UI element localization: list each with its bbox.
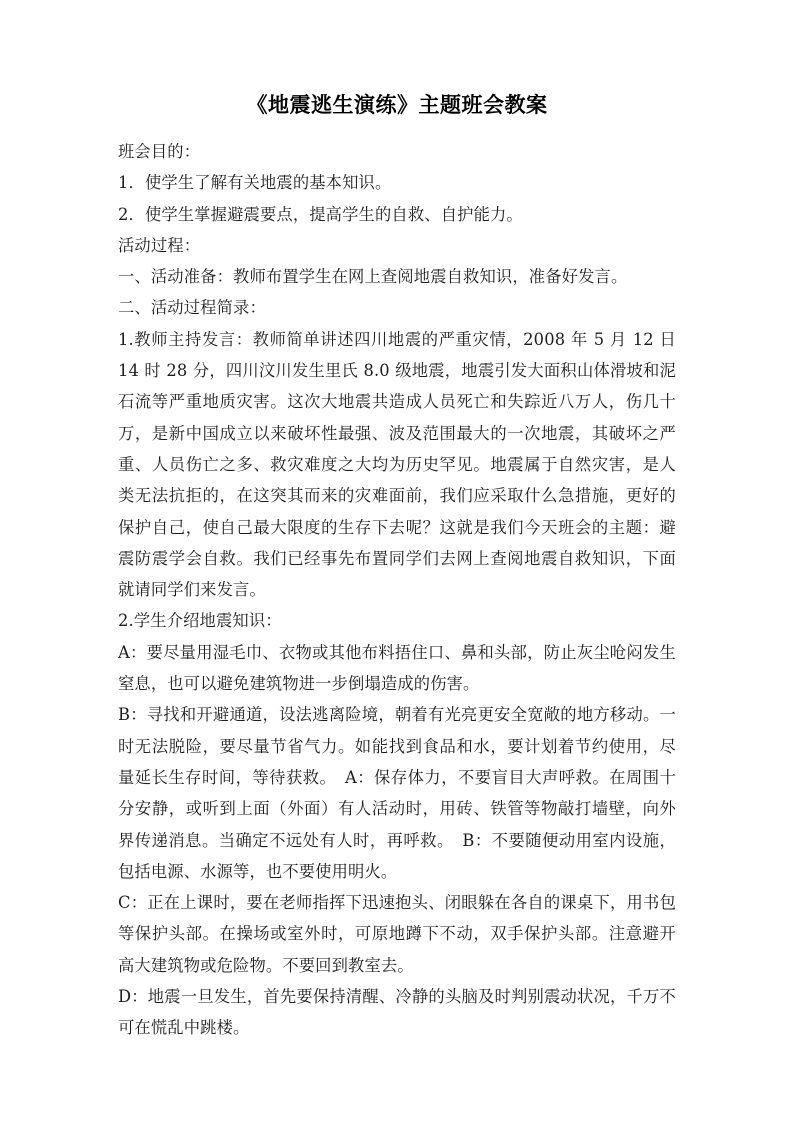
paragraph-teacher-speech: 1.教师主持发言：教师简单讲述四川地震的严重灾情，2008 年 5 月 12 日 14 时 28 分，四川汶川发生里氏 8.0 级地震，地震引发大面积山体滑坡和泥石流等严重地质灾害。这次大地震共造成人员死亡和失踪近八万人，伤几十万，是新中国成立以来破坏性最强、波及范围最大的一次地震，其破坏之严重、人员伤亡之多、救灾难度之大均为历史罕见。地震属于自然灾害，是人类无法抗拒的，在这突其而来的灾难面前，我们应采取什么急措施，更好的保护自己，使自己最大限度的生存下去呢？这就是我们今天班会的主题：避震防震学会自救。我们已经事先布置同学们去网上查阅地震自救知识，下面就请同学们来发言。 bbox=[118, 329, 676, 600]
document-title: 《地震逃生演练》主题班会教案 bbox=[246, 92, 548, 117]
paragraph-item-c: C：正在上课时，要在老师指挥下迅速抱头、闭眼躲在各自的课桌下，用书包等保护头部。在操场或室外时，可原地蹲下不动，双手保护头部。注意避开高大建筑物或危险物。不要回到教室去。 bbox=[118, 893, 676, 975]
paragraph-purpose-heading: 班会目的： bbox=[118, 142, 201, 161]
document-body bbox=[118, 88, 676, 1044]
paragraph-item-b: B：寻找和开避通道，设法逃离险境，朝着有光亮更安全宽敞的地方移动。一时无法脱险，要尽量节省气力。如能找到食品和水，要计划着节约使用，尽量延长生存时间，等待获救。 A：保存体力，不要盲目大声呼救。在周围十分安静，或听到上面（外面）有人活动时，用砖、铁管等物敲打墙壁，向外界传递消息。当确定不远处有人时，再呼救。 B：不要随便动用室内设施，包括电源、水源等，也不要使用明火。 bbox=[118, 705, 676, 881]
paragraph-item-a: A：要尽量用湿毛巾、衣物或其他布料捂住口、鼻和头部，防止灰尘呛闷发生窒息，也可以避免建筑物进一步倒塌造成的伤害。 bbox=[118, 642, 676, 694]
paragraph-process-heading: 活动过程： bbox=[118, 235, 201, 255]
paragraph-student-intro-heading: 2.学生介绍地震知识： bbox=[118, 611, 282, 631]
paragraph-purpose-item-2: 2．使学生掌握避震要点，提高学生的自救、自护能力。 bbox=[118, 204, 523, 224]
paragraph-section-two-heading: 二、活动过程简录： bbox=[118, 298, 266, 318]
paragraph-item-d: D：地震一旦发生，首先要保持清醒、冷静的头脑及时判别震动状况，千万不可在慌乱中跳楼。 bbox=[118, 987, 676, 1038]
paragraph-purpose-item-1: 1．使学生了解有关地震的基本知识。 bbox=[118, 173, 392, 193]
paragraph-section-one-preparation: 一、活动准备：教师布置学生在网上查阅地震自救知识，准备好发言。 bbox=[118, 267, 628, 287]
